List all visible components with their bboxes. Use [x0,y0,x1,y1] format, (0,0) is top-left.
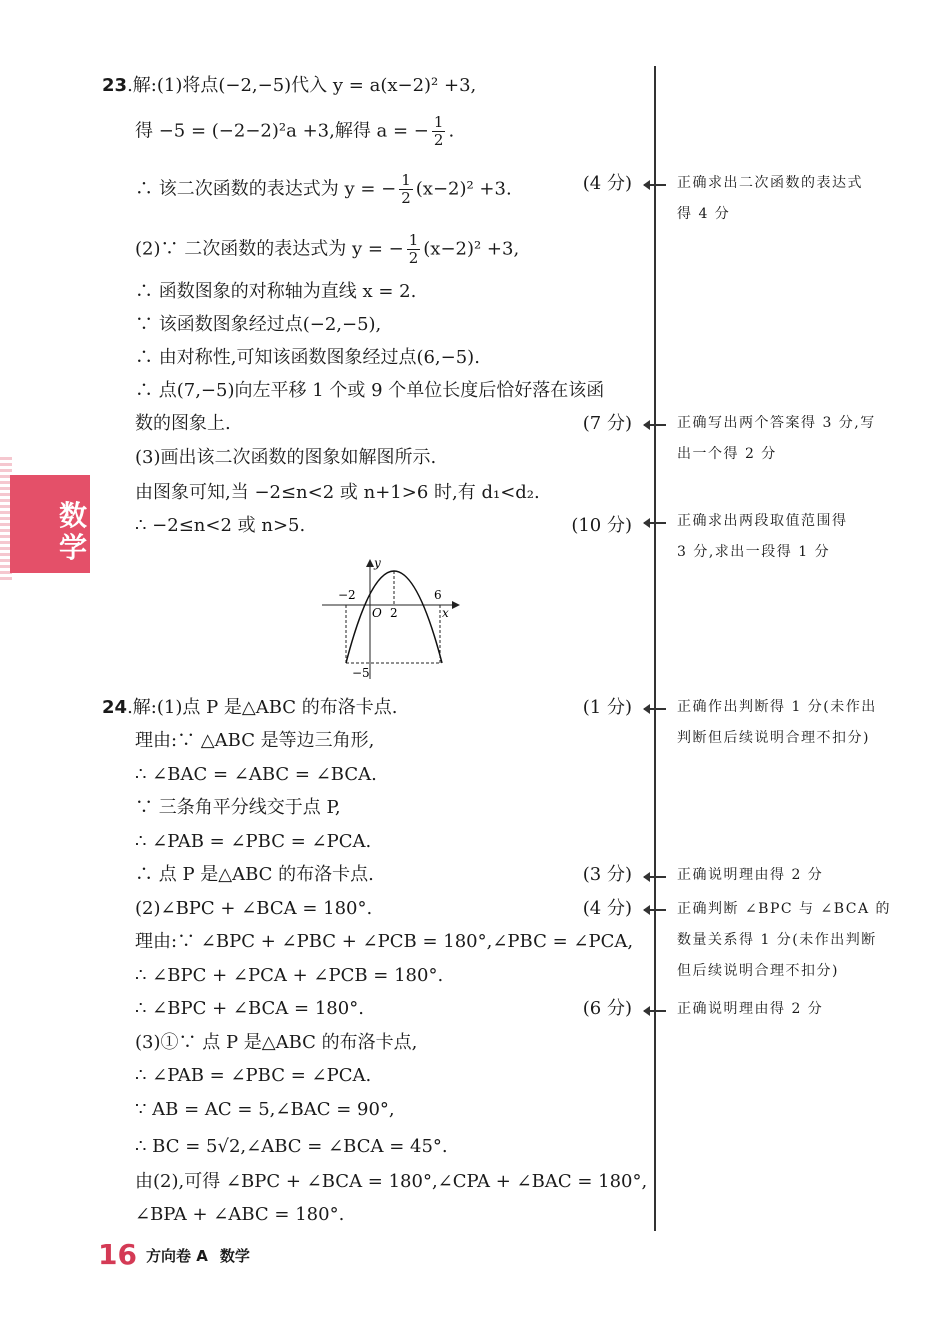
q24-line-11: (3)①∵ 点 P 是△ABC 的布洛卡点, [135,1032,418,1053]
q23-line-6: ∵ 该函数图象经过点(−2,−5), [135,314,382,335]
note-3: 正确求出两段取值范围得 3 分,求出一段得 1 分 [677,513,848,560]
q24-line-4: ∵ 三条角平分线交于点 P, [135,797,341,818]
q23-line-10: (3)画出该二次函数的图象如解图所示. [135,447,437,468]
tick-neg5: −5 [352,666,370,680]
q23-line-4: (2)∵ 二次函数的表达式为 y = − $\frac{1}{2}$ (x−2)² +3, [135,231,520,267]
q23-line-3: ∴ 该二次函数的表达式为 y = − $\frac{1}{2}$ (x−2)² +3. [135,171,512,207]
q23-line-9: 数的图象上. [135,413,231,434]
q23-score-3: (10 分) [571,515,632,536]
origin-label: O [372,606,382,620]
note-arrow [644,876,666,878]
y-axis-label: y [374,556,381,570]
note-arrow [644,184,666,186]
q24-line-9: ∴ ∠BPC + ∠PCA + ∠PCB = 180°. [135,965,444,986]
fraction: $\frac{1}{2}$ [433,113,444,149]
q23-line-11: 由图象可知,当 −2≤n<2 或 n+1>6 时,有 d₁<d₂. [135,482,540,503]
note-arrow [644,424,666,426]
tick-6: 6 [434,588,442,602]
q23-number: 23 [102,75,128,96]
parabola-graph [318,555,468,685]
fraction: $\frac{1}{2}$ [401,171,411,207]
note-arrow [644,522,666,524]
q23-line-2: 得 −5 = (−2−2)²a +3,解得 a = − $\frac{1}{2}$ . [135,113,455,149]
q24-line-13: ∵ AB = AC = 5,∠BAC = 90°, [135,1099,395,1120]
q23-score-1: (4 分) [582,173,632,194]
q24-score-2: (3 分) [582,864,632,885]
tick-neg2: −2 [338,588,356,602]
q24-line-12: ∴ ∠PAB = ∠PBC = ∠PCA. [135,1065,372,1086]
note-arrow [644,708,666,710]
x-axis-label: x [442,606,449,620]
fraction: $\frac{1}{2}$ [408,231,419,267]
note-6: 正确判断 ∠BPC 与 ∠BCA 的 数量关系得 1 分(未作出判断 但后续说明合理不扣分) [677,901,892,979]
note-2: 正确写出两个答案得 3 分,写 出一个得 2 分 [677,415,876,462]
footer-label: 方向卷 A 数学 [146,1247,250,1265]
subject-side-tab-label: 数学 [58,499,87,564]
q23-line-7: ∴ 由对称性,可知该函数图象经过点(6,−5). [135,347,480,368]
note-7: 正确说明理由得 2 分 [677,1001,824,1017]
q23-line-12: ∴ −2≤n<2 或 n>5. [135,515,306,536]
q24-line-5: ∴ ∠PAB = ∠PBC = ∠PCA. [135,831,372,852]
y-axis-arrow [366,559,374,567]
tick-2: 2 [390,606,398,620]
q24-line-2: 理由:∵ △ABC 是等边三角形, [135,730,375,751]
x-axis-arrow [452,601,460,609]
note-1: 正确求出二次函数的表达式 得 4 分 [677,175,863,222]
q24-line-7: (2)∠BPC + ∠BCA = 180°. [135,898,373,919]
q24-line-6: ∴ 点 P 是△ABC 的布洛卡点. [135,864,374,885]
q24-score-1: (1 分) [582,697,632,718]
q23-line-1: 23.解:(1)将点(−2,−5)代入 y = a(x−2)² +3, [102,75,477,96]
q24-line-10: ∴ ∠BPC + ∠BCA = 180°. [135,998,364,1019]
q23-score-2: (7 分) [582,413,632,434]
page-number: 16 [98,1238,137,1271]
q24-line-3: ∴ ∠BAC = ∠ABC = ∠BCA. [135,764,377,785]
q24-line-15: 由(2),可得 ∠BPC + ∠BCA = 180°,∠CPA + ∠BAC = 180°, [135,1171,648,1192]
q24-number: 24 [102,697,128,718]
q24-line-14: ∴ BC = 5√2,∠ABC = ∠BCA = 45°. [135,1136,448,1157]
q24-line-16: ∠BPA + ∠ABC = 180°. [135,1204,345,1225]
note-arrow [644,1010,666,1012]
q24-line-8: 理由:∵ ∠BPC + ∠PBC + ∠PCB = 180°,∠PBC = ∠PCA, [135,931,634,952]
note-5: 正确说明理由得 2 分 [677,867,824,883]
q24-score-4: (6 分) [582,998,632,1019]
note-arrow [644,909,666,911]
q23-line-8: ∴ 点(7,−5)向左平移 1 个或 9 个单位长度后恰好落在该函 [135,380,605,401]
note-4: 正确作出判断得 1 分(未作出 判断但后续说明合理不扣分) [677,699,877,746]
q23-line-5: ∴ 函数图象的对称轴为直线 x = 2. [135,281,417,302]
margin-divider-line [654,66,656,1231]
q24-line-1: 24.解:(1)点 P 是△ABC 的布洛卡点. [102,697,398,718]
q24-score-3: (4 分) [582,898,632,919]
